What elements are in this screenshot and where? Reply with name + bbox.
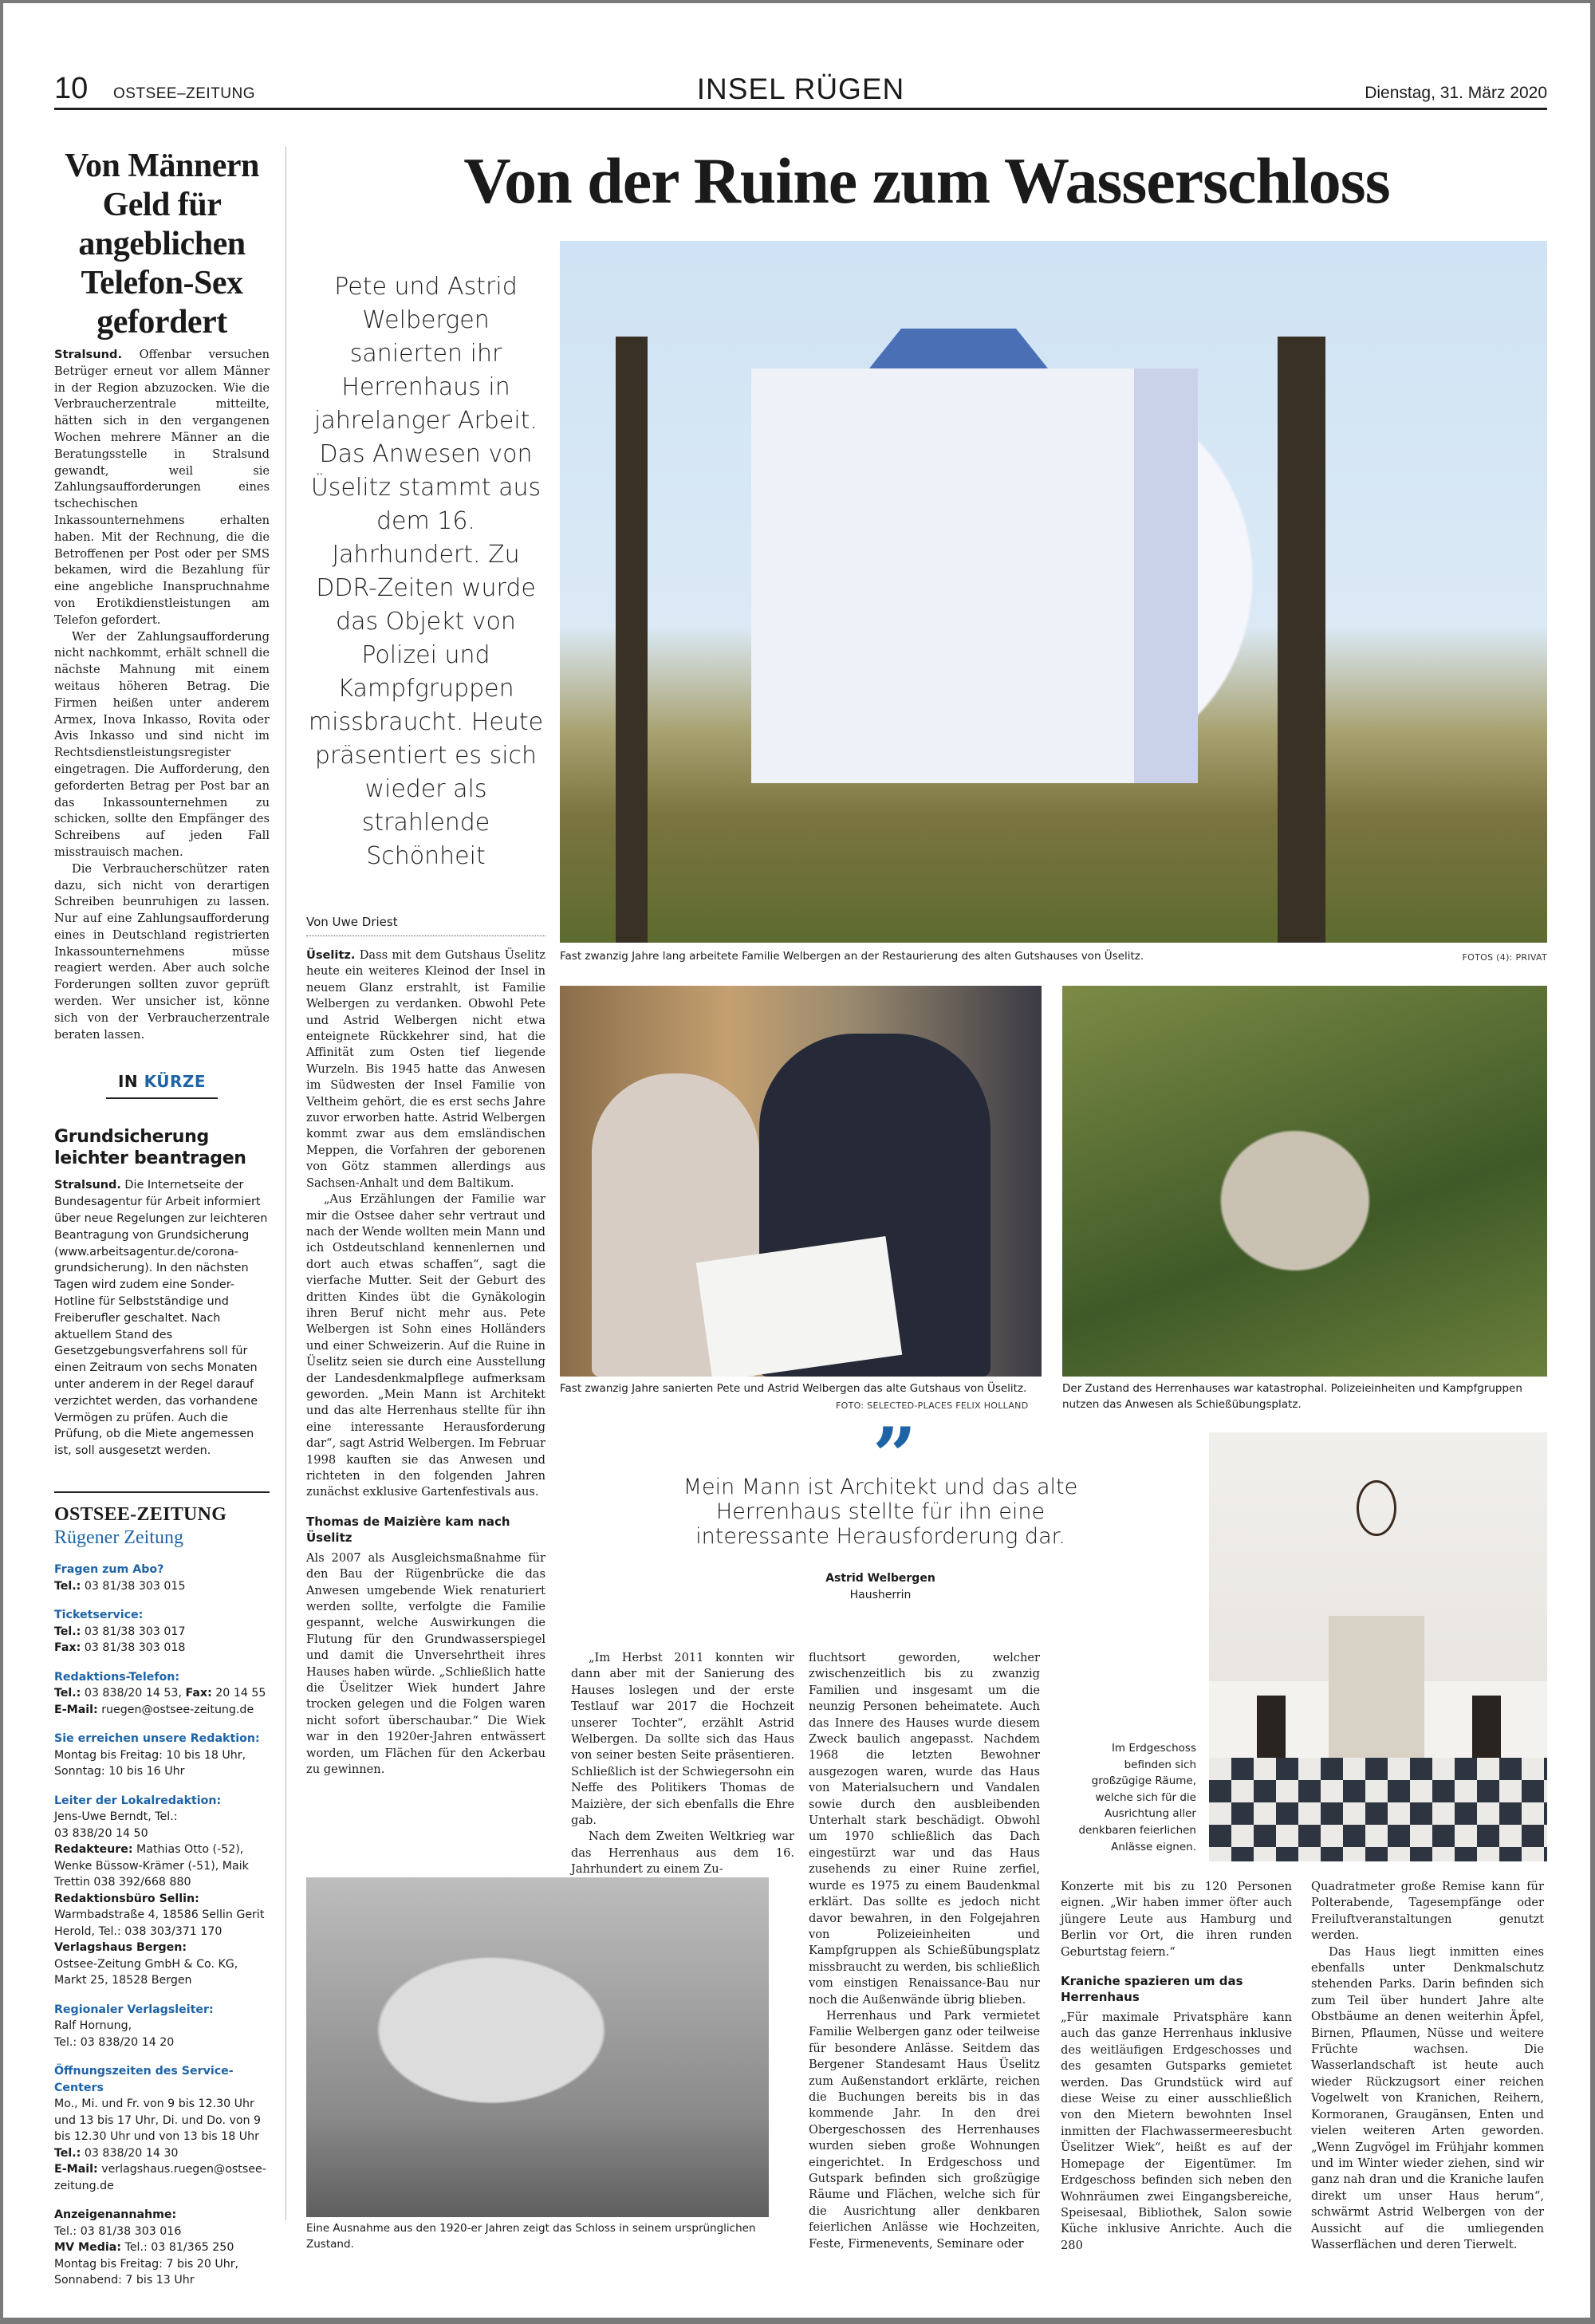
impressum-abo: Fragen zum Abo? Tel.: 03 81/38 303 015 [54,1563,186,1593]
ruin-photo-caption: Der Zustand des Herrenhauses war katastrophal. Polizeieinheiten und Kampfgruppen nutzen das Anwesen als Schießübungsplatz. [1062,1382,1522,1411]
doorway-shape [1329,1616,1424,1759]
paragraph: fluchtsort geworden, welcher zwischenzeitlich bis zu zwanzig Familien und insgesamt um die neunzig Personen beheimatete. Auch das Innere des Hauses wurde diesem Zweck baulich angepasst. Nachdem 1968 die letzten Bewohner ausgezogen waren, wurde das Haus von Materialsuchern und Vandalen sowie durch den ausbleibenden Unterhalt stark beschädigt. Obwohl um 1970 schließlich das Dach eingestürzt war und das Haus zusehends zu einer Ruine zerfiel, wurde es 1975 zu einem Baudenkmal erklärt. Das sollte es jedoch nicht davor bewahren, in den Folgejahren von Polizeieinheiten und Kampfgruppen als Schießübungsplatz missbraucht zu werden, bis schließlich vom einstigen Renaissance-Bau nur noch die Außenwände übrig blieben. [809,1651,1040,2007]
issue-date: Dienstag, 31. März 2020 [1365,84,1547,102]
article-column-1: Üselitz. Dass mit dem Gutshaus Üselitz heute ein weiteres Kleinod der Insel in neuem Glanz erstrahlt, ist Familie Welbergen zu verdanken. Obwohl Pete und Astrid Welbergen nicht etwa enteignete Rückkehrer sind, hat die Affinität zum Osten tief liegende Wurzeln. Bis 1945 hatte das Anwesen im Südwesten der Insel Familie von Veltheim gehört, die es erst sechs Jahre zuvor erworben hatte. Astrid Welbergen kommt zwar aus dem emsländischen Meppen, die Vorfahren der geborenen von Götz stammen allerdings aus Sachsen-Anhalt und dem Baltikum. „Aus Erzählungen der Familie war mir die Ostsee daher sehr vertraut und nach der Wende wollten mein Mann und ich Ostdeutschland kennenlernen und dort auch etwas schaffen“, sagt die vierfache Mutter. Seit der Geburt des dritten Kindes übt die Gynäkologin ihren Beruf nicht mehr aus. Pete Welbergen ist Sohn eines Holländers und einer Schweizerin. Auf die Ruine in Üselitz seien sie durch eine Ausstellung der Landesdenkmalpflege aufmerksam geworden. „Mein Mann ist Architekt und das alte Herrenhaus stellte für ihn eine interessante Herausforderung dar“, sagt Astrid Welbergen. Im Februar 1998 kauften sie das Anwesen und richteten in den folgenden Jahren zunächst exklusive Gartenfestivals aus. Thomas de Maizière kam nach Üselitz Als 2007 als Ausgleichsmaßnahme für den Bau der Rügenbrücke die das Anwesen umgebende Wiek renaturiert werden sollte, verfolgte die Familie gespannt, welche Auswirkungen die Flutung für den Grundwasserspiegel und damit die Unversehrtheit ihres Hauses haben würde. „Schließlich hatte die Üselitzer Wiek hundert Jahre trocken gelegen und die Folgen waren nicht sofort überschaubar.“ Die Wiek war in den 1920er-Jahren entwässert worden, um Flächen für den Ackerbau zu gewinnen. [306,947,545,1778]
photo-credit: FOTOS (4): PRIVAT [1462,952,1547,963]
byline: Von Uwe Driest [306,915,545,936]
quote-author-role: Hausherrin [849,1589,912,1601]
in-kuerze-label: IN KÜRZE [106,1072,218,1099]
email-link[interactable]: verlagshaus.ruegen@ostsee-zeitung.de [54,2163,266,2192]
paragraph: Herrenhaus und Park vermietet Familie Welbergen ganz oder teilweise für besondere Anlässe. Seitdem das Bergener Standesamt Haus Üselitz zum Außenstandort erklärte, reichen die Buchungen bereits bis in das kommende Jahr. In den drei Obergeschossen des Herrenhauses wurden sieben große Wohnungen eingerichtet. In Erdgeschoss und Gutspark befinden sich großzügige Räume und Flächen, welche sich für die Ausrichtung aller denkbaren feierlichen Anlässe wie Hochzeiten, Feste, Firmenevents, Seminare oder [809,2008,1040,2251]
teaser-text: Pete und Astrid Welbergen sanierten ihr Herrenhaus in jahrelanger Arbeit. Das Anwesen von Üselitz stammt aus dem 16. Jahrhundert. Zu DDR-Zeiten wurde das Objekt von Polizei und Kampfgruppen missbraucht. Heute präsentiert es sich wieder als strahlende Schönheit [308,273,544,870]
impressum-service: Öffnungszeiten des Service-Centers Mo., Mi. und Fr. von 9 bis 12.30 Uhr und 13 bis 17 Uhr, Di. und Do. von 9 bis 12.30 Uhr und von 13 bis 18 Uhr Tel.: 03 838/20 14 30 E-Mail: verlagshaus.ruegen@ostsee-zeitung.de [54,2065,266,2192]
impressum-title: OSTSEE-ZEITUNG [54,1504,227,1526]
brief-body: Stralsund. Die Internetseite der Bundesagentur für Arbeit informiert über neue Regelungen zur leichteren Beantragung von Grundsicherung (www.arbeitsagentur.de/corona-grundsicherung). In den nächsten Tagen wird zudem eine Sonder-Hotline für Selbstständige und Freiberufler geschaltet. Nach aktuellem Stand des Gesetzgebungsverfahrens soll für einen Zeitraum von sechs Monaten unter anderem in der Regel darauf verzichtet werden, das vorhandene Vermögen zu prüfen. Auch die Prüfung, ob die Miete angemessen ist, soll ausgesetzt werden. [54,1179,268,1458]
couple-photo-caption: Fast zwanzig Jahre sanierten Pete und Astrid Welbergen das alte Gutshaus von Üselitz. [560,1382,1027,1395]
paragraph: „Aus Erzählungen der Familie war mir die Ostsee daher sehr vertraut und nach der Wende wollten mein Mann und ich Ostdeutschland kennenlernen und dort auch etwas schaffen“, sagt die vierfache Mutter. Seit der Geburt des dritten Kindes übt die Gynäkologin ihren Beruf nicht mehr aus. Pete Welbergen ist Sohn eines Holländers und einer Schweizerin. Auf die Ruine in Üselitz seien sie durch eine Ausstellung der Landesdenkmalpflege aufmerksam geworden. „Mein Mann ist Architekt und das alte Herrenhaus stellte für ihn eine interessante Herausforderung dar“, sagt Astrid Welbergen. Im Februar 1998 kauften sie das Anwesen und richteten in den folgenden Jahren zunächst exklusive Gartenfestivals aus. [306,1192,545,1499]
tree-shape [1278,337,1325,943]
article-column-4 [1061,1879,1292,2254]
historic-photo-caption: Eine Ausnahme aus den 1920-er Jahren zeigt das Schloss in seinem ursprünglichen Zustand. [306,2222,756,2251]
quote-author: Astrid Welbergen [825,1572,935,1585]
divider [54,1491,270,1493]
historic-photo [306,1877,769,2217]
chair-shape [1257,1696,1286,1767]
paragraph: Das Haus liegt inmitten eines ebenfalls unter Denkmalschutz stehenden Parks. Darin befinden sich zum Teil über hundert Jahre alte Obstbäume an denen weiterhin Äpfel, Birnen, Pflaumen, Nüsse und weitere Früchte wachsen. Die Wasserlandschaft ist heute auch wieder Rückzugsort einer reichen Vogelwelt von Kranichen, Reihern, Kormoranen, Graugänsen, Enten und vielen weiteren Arten geworden. „Wenn Zugvögel im Frühjahr kommen und im Winter wieder ziehen, sind wir ganz nah dran und die Kraniche laufen direkt um unser Haus herum“, schwärmt Astrid Welbergen von der Aussicht auf die umliegenden Wasserflächen und deren Tierwelt. [1311,1944,1544,2251]
brief-headline: Grundsicherung leichter beantragen [54,1127,246,1169]
castle-building-shape [751,368,1198,783]
article-column-5 [1311,1879,1544,2253]
impressum-anzeigen: Anzeigenannahme: Tel.: 03 81/38 303 016 MV Media: Tel.: 03 81/365 250 Montag bis Freitag: 7 bis 20 Uhr, Sonnabend: 7 bis 13 Uhr [54,2208,239,2287]
section-title: INSEL RÜGEN [696,73,905,105]
ruin-aerial-photo [1062,986,1547,1377]
left-article-body [54,347,270,1043]
page-header [54,72,1547,110]
left-article-headline: Von Männern Geld für angeblichen Telefon-Sex gefordert [65,148,259,341]
impressum-subtitle: Rügener Zeitung [54,1527,183,1549]
paragraph: „Für maximale Privatsphäre kann auch das ganze Herrenhaus inklusive des weitläufigen Erdgeschosses und des gesamten Gutsparks gemietet werden. Das Grundstück wird auf diese Weise zu einer ausschließlich von den Mietern bewohnten Insel inmitten der Flachwassermeeresbucht Üselitzer Wiek“, heißt es auf der Homepage der Eigentümer. Im Erdgeschoss befinden sich neben den Wohnräumen zwei Eingangsbereiche, Speisesaal, Bibliothek, Salon sowie Küche inklusive Anrichte. Auch die 280 [1061,2011,1292,2252]
pull-quote: Mein Mann ist Architekt und das alte Herrenhaus stellte für ihn eine interessante Herausforderung dar. [683,1475,1078,1549]
paragraph: Konzerte mit bis zu 120 Personen eignen. „Wir haben immer öfter auch jüngere Leute aus Hamburg und Berlin vor Ort, die ihren runden Geburtstag feiern.“ [1061,1880,1292,1959]
impressum-staff: Leiter der Lokalredaktion: Jens-Uwe Berndt, Tel.: 03 838/20 14 50 Redakteure: Mathias Otto (-52), Wenke Büssow-Krämer (-51), Maik Trettin 038 392/668 880 Redaktionsbüro Sellin: Warmbadstraße 4, 18586 Sellin Gerit Herold, Tel.: 038 303/371 170 Verlagshaus Bergen: Ostsee-Zeitung GmbH & Co. KG, Markt 25, 18528 Bergen [54,1794,265,1987]
subheading: Thomas de Maizière kam nach Üselitz [306,1514,510,1545]
impressum-redaktion: Redaktions-Telefon: Tel.: 03 838/20 14 53, Fax: 20 14 55 E-Mail: ruegen@ostsee-zeitung.de [54,1670,266,1716]
subheading: Kraniche spazieren um das Herrenhaus [1061,1974,1243,2005]
paragraph: Die Verbraucherschützer raten dazu, sich nicht von derartigen Schreiben beunruhigen zu lassen. Nur auf eine Zahlungsaufforderung eines in Deutschland registrierten Inkassounternehmens müsse reagiert werden. Aber auch solche Forderungen sollten zuvor geprüft werden. Wer unsicher ist, könne sich von der Verbraucherzentrale beraten lassen. [54,861,270,1042]
article-column-2 [571,1650,794,1878]
impressum-verlagsleiter: Regionaler Verlagsleiter: Ralf Hornung, Tel.: 03 838/20 14 20 [54,2003,214,2049]
email-link[interactable]: ruegen@ostsee-zeitung.de [101,1703,254,1716]
dateline: Stralsund. [54,348,122,361]
chair-shape [1472,1696,1501,1767]
photo-credit: FOTO: SELECTED-PLACES FELIX HOLLAND [836,1400,1029,1411]
checkered-floor [1209,1758,1547,1861]
impressum-ticket: Ticketservice: Tel.: 03 81/38 303 017 Fax: 03 81/38 303 018 [54,1609,186,1655]
paragraph: Nach dem Zweiten Weltkrieg war das Herrenhaus aus dem 16. Jahrhundert zu einem Zu- [571,1830,794,1877]
main-photo-caption: Fast zwanzig Jahre lang arbeitete Familie Welbergen an der Restaurierung des alten Gutshauses von Üselitz. [560,950,1144,963]
quote-icon: ” [872,1411,917,1501]
paragraph: Als 2007 als Ausgleichsmaßnahme für den Bau der Rügenbrücke die das Anwesen umgebende Wiek renaturiert werden sollte, verfolgte die Familie gespannt, welche Auswirkungen die Flutung für den Grundwasserspiegel und damit die Unversehrtheit ihres Hauses haben würde. „Schließlich hatte die Üselitzer Wiek hundert Jahre trocken gelegen und die Folgen waren nicht sofort überschaubar.“ Die Wiek war in den 1920er-Jahren entwässert worden, um Flächen für den Ackerbau zu gewinnen. [306,1550,545,1777]
paragraph: „Im Herbst 2011 konnten wir dann aber mit der Sanierung des Hauses loslegen und der erste Testlauf war 2017 die Hochzeit unserer Tochter“, erzählt Astrid Welbergen. Da sollte sich das Haus von seiner besten Seite präsentieren. Schließlich ist der Schwiegersohn ein Neffe des Politikers Thomas de Maizière, der sich ebenfalls die Ehre gab. [571,1651,794,1828]
main-headline: Von der Ruine zum Wasserschloss [463,144,1390,217]
tree-shape [616,337,648,943]
paragraph: Offenbar versuchen Betrüger erneut vor allem Männer in der Region abzuzocken. Wie die Verbraucherzentrale mitteilte, hätten sich in den vergangenen Wochen mehrere Männer an die Beratungsstelle in Stralsund gewandt, weil sie Zahlungsaufforderungen eines tschechischen Inkassounternehmens erhalten haben. Mit der Rechnung, die die Betroffenen per Post oder per SMS bekamen, wird die Bezahlung für eine angebliche Inanspruchnahme von Erotikdienstleistungen am Telefon gefordert. [54,348,270,627]
couple-photo [560,986,1042,1377]
newspaper-page [3,3,1590,2318]
impressum-hours: Sie erreichen unsere Redaktion: Montag bis Freitag: 10 bis 18 Uhr, Sonntag: 10 bis 16 Uhr [54,1732,260,1778]
interior-hall-photo [1209,1432,1547,1861]
page-number: 10 [54,72,89,105]
left-column [54,147,270,2289]
paragraph: Wer der Zahlungsaufforderung nicht nachkommt, erhält schnell die nächste Mahnung mit einem weitaus höheren Betrag. Die Firmen heißen unter anderem Armex, Inova Inkasso, Rovita oder Avis Inkasso und sind nicht im Rechtsdienstleistungsregister eingetragen. Die Aufforderung, den geforderten Betrag per Post bar an das Inkassounternehmen zu schicken, sollte den Empfänger des Schreibens auf jeden Fall misstrauisch machen. [54,629,270,859]
paper-name: OSTSEE–ZEITUNG [113,85,256,102]
hall-photo-caption: Im Erdgeschoss befinden sich großzügige Räume, welche sich für die Ausrichtung aller denkbaren feierlichen Anlässe eignen. [1078,1742,1196,1853]
paragraph: Quadratmeter große Remise kann für Polterabende, Tagesempfänge oder Freiluftveranstaltungen genutzt werden. [1311,1880,1544,1943]
article-column-3 [809,1650,1040,2252]
castle-photo [560,241,1547,943]
chandelier-shape [1357,1480,1396,1536]
